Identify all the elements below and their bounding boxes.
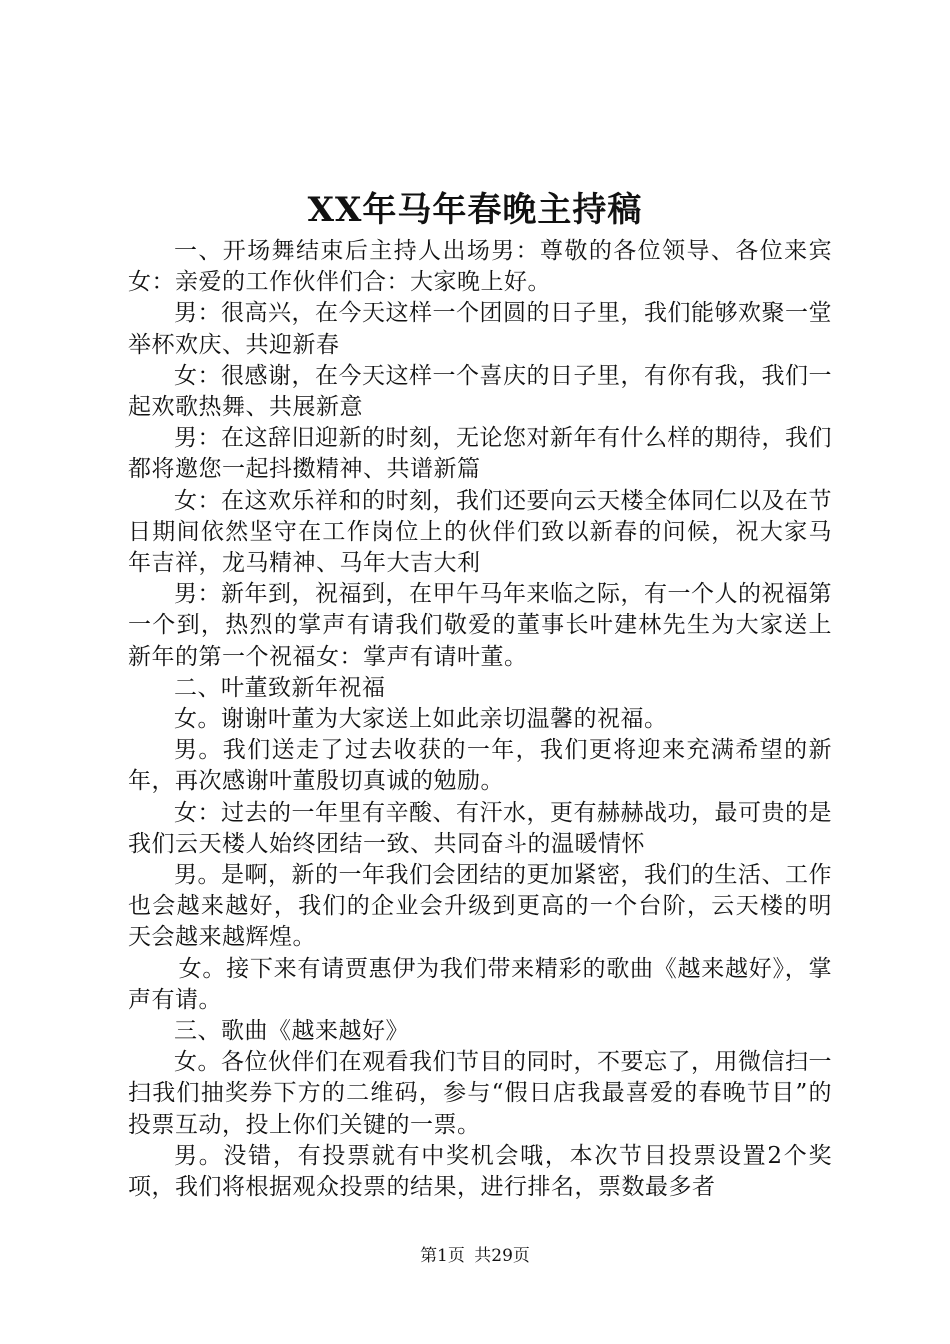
page-number: 第1页 [420,1246,465,1266]
paragraph-female-2: 女：在这欢乐祥和的时刻，我们还要向云天楼全体同仁以及在节日期间依然坚守在工作岗位上的伙伴们致以新春的问候，祝大家马年吉祥，龙马精神、马年大吉大利 [128,487,832,577]
paragraph-opening: 一、开场舞结束后主持人出场男：尊敬的各位领导、各位来宾女：亲爱的工作伙伴们合：大家晚上好。 [128,238,832,296]
section-heading-2: 二、叶董致新年祝福 [174,674,386,701]
document-title: XX年马年春晚主持稿 [307,190,643,230]
paragraph-female-1: 女：很感谢，在今天这样一个喜庆的日子里，有你有我，我们一起欢歌热舞、共展新意 [128,362,832,421]
paragraph-female-4: 女：过去的一年里有辛酸、有汗水，更有赫赫战功，最可贵的是我们云天楼人始终团结一致、共同奋斗的温暖情怀 [128,799,832,857]
paragraph-male-4: 男。我们送走了过去收获的一年，我们更将迎来充满希望的新年，再次感谢叶董殷切真诚的勉励。 [128,737,832,795]
document-body [128,236,832,1203]
paragraph-male-2: 男：在这辞旧迎新的时刻，无论您对新年有什么样的期待，我们都将邀您一起抖擞精神、共谱新篇 [128,425,832,483]
page-footer [0,1244,950,1268]
page-total: 共29页 [474,1246,530,1266]
section-heading-3: 三、歌曲《越来越好》 [174,1018,409,1045]
paragraph-male-3: 男：新年到，祝福到，在甲午马年来临之际，有一个人的祝福第一个到，热烈的掌声有请我们敬爱的董事长叶建林先生为大家送上新年的第一个祝福女：掌声有请叶董。 [128,581,832,670]
paragraph-female-6: 女。各位伙伴们在观看我们节目的同时，不要忘了，用微信扫一扫我们抽奖券下方的二维码，参与“假日店我最喜爱的春晚节目”的投票互动，投上你们关键的一票。 [128,1049,832,1138]
paragraph-male-6: 男。没错，有投票就有中奖机会哦，本次节目投票设置2个奖项，我们将根据观众投票的结果，进行排名，票数最多者 [128,1142,832,1201]
paragraph-female-5: 女。接下来有请贾惠伊为我们带来精彩的歌曲《越来越好》，掌声有请。 [128,955,832,1013]
paragraph-male-1: 男：很高兴，在今天这样一个团圆的日子里，我们能够欢聚一堂举杯欢庆、共迎新春 [128,300,832,358]
paragraph-female-3: 女。谢谢叶董为大家送上如此亲切温馨的祝福。 [174,706,668,733]
paragraph-male-5: 男。是啊，新的一年我们会团结的更加紧密，我们的生活、工作也会越来越好，我们的企业会升级到更高的一个台阶，云天楼的明天会越来越辉煌。 [128,862,832,951]
